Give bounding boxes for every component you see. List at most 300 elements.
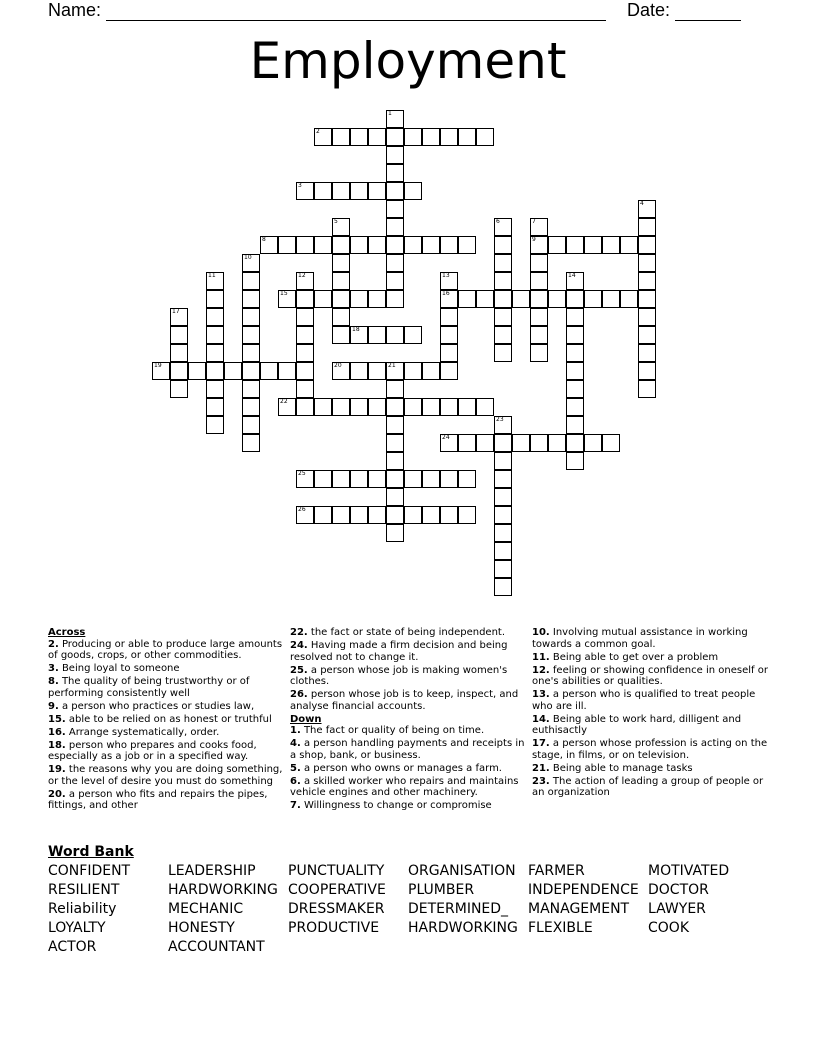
grid-cell[interactable]	[566, 308, 584, 326]
grid-cell[interactable]	[332, 272, 350, 290]
grid-cell[interactable]	[422, 128, 440, 146]
grid-cell[interactable]	[530, 344, 548, 362]
word-bank-item: PUNCTUALITY	[288, 863, 385, 879]
grid-cell[interactable]	[494, 488, 512, 506]
clue-number: 13	[442, 272, 450, 279]
grid-cell[interactable]	[206, 398, 224, 416]
grid-cell[interactable]	[602, 236, 620, 254]
grid-cell[interactable]	[296, 344, 314, 362]
word-bank-item: RESILIENT	[48, 882, 120, 898]
grid-cell[interactable]	[584, 290, 602, 308]
grid-cell[interactable]	[566, 380, 584, 398]
clues-column-1	[48, 627, 284, 813]
clue-item	[532, 652, 768, 664]
grid-cell[interactable]	[386, 164, 404, 182]
grid-cell[interactable]	[458, 398, 476, 416]
clue-item-number: 13.	[532, 689, 550, 700]
grid-cell[interactable]	[350, 290, 368, 308]
grid-cell[interactable]	[296, 398, 314, 416]
grid-cell[interactable]	[458, 236, 476, 254]
grid-cell[interactable]	[638, 344, 656, 362]
clue-item-text: able to be relied on as honest or truthful	[65, 713, 272, 725]
grid-cell[interactable]	[494, 254, 512, 272]
word-bank	[48, 862, 788, 957]
grid-cell[interactable]	[260, 236, 278, 254]
grid-cell[interactable]	[332, 254, 350, 272]
grid-cell[interactable]	[170, 308, 188, 326]
grid-cell[interactable]	[458, 506, 476, 524]
grid-cell[interactable]	[584, 434, 602, 452]
grid-cell[interactable]	[476, 434, 494, 452]
grid-cell[interactable]	[296, 182, 314, 200]
grid-cell[interactable]	[386, 524, 404, 542]
grid-cell[interactable]	[188, 362, 206, 380]
grid-cell[interactable]	[404, 362, 422, 380]
grid-cell[interactable]	[440, 470, 458, 488]
grid-cell[interactable]	[530, 326, 548, 344]
grid-cell[interactable]	[494, 524, 512, 542]
word-bank-title: Word Bank	[48, 844, 134, 860]
grid-cell[interactable]	[566, 236, 584, 254]
grid-cell[interactable]	[404, 506, 422, 524]
grid-cell[interactable]	[350, 470, 368, 488]
grid-cell[interactable]	[296, 506, 314, 524]
clue-item-text: a person who practices or studies law,	[58, 700, 255, 712]
grid-cell[interactable]	[386, 236, 404, 254]
grid-cell[interactable]	[332, 218, 350, 236]
grid-cell[interactable]	[386, 254, 404, 272]
grid-cell[interactable]	[494, 578, 512, 596]
grid-cell[interactable]	[332, 398, 350, 416]
clue-number: 11	[208, 272, 216, 279]
clue-number: 20	[334, 362, 342, 369]
grid-cell[interactable]	[548, 434, 566, 452]
clue-item-number: 5.	[290, 762, 301, 774]
grid-cell[interactable]	[332, 290, 350, 308]
grid-cell[interactable]	[566, 398, 584, 416]
word-bank-item: COOPERATIVE	[288, 882, 386, 898]
grid-cell[interactable]	[206, 362, 224, 380]
grid-cell[interactable]	[242, 254, 260, 272]
grid-cell[interactable]	[386, 272, 404, 290]
grid-cell[interactable]	[368, 290, 386, 308]
grid-cell[interactable]	[332, 308, 350, 326]
clue-item	[48, 639, 284, 662]
clue-item	[290, 689, 526, 712]
grid-cell[interactable]	[530, 218, 548, 236]
grid-cell[interactable]	[440, 344, 458, 362]
clue-item	[532, 665, 768, 688]
grid-cell[interactable]	[422, 236, 440, 254]
clue-item-text: Arrange systematically, order.	[65, 726, 220, 738]
grid-cell[interactable]	[440, 398, 458, 416]
grid-cell[interactable]	[386, 452, 404, 470]
grid-cell[interactable]	[530, 290, 548, 308]
grid-cell[interactable]	[350, 182, 368, 200]
word-bank-item: MECHANIC	[168, 901, 244, 917]
grid-cell[interactable]	[296, 290, 314, 308]
grid-cell[interactable]	[260, 362, 278, 380]
grid-cell[interactable]	[386, 290, 404, 308]
grid-cell[interactable]	[458, 128, 476, 146]
grid-cell[interactable]	[296, 326, 314, 344]
grid-cell[interactable]	[386, 434, 404, 452]
across-clues-list	[48, 639, 284, 812]
grid-cell[interactable]	[422, 470, 440, 488]
grid-cell[interactable]	[530, 254, 548, 272]
grid-cell[interactable]	[440, 506, 458, 524]
grid-cell[interactable]	[314, 128, 332, 146]
grid-cell[interactable]	[566, 326, 584, 344]
grid-cell[interactable]	[548, 290, 566, 308]
clue-item-number: 20.	[48, 788, 66, 800]
grid-cell[interactable]	[404, 236, 422, 254]
grid-cell[interactable]	[422, 506, 440, 524]
grid-cell[interactable]	[494, 506, 512, 524]
word-bank-item: FLEXIBLE	[528, 920, 593, 936]
grid-cell[interactable]	[332, 182, 350, 200]
grid-cell[interactable]	[314, 182, 332, 200]
grid-cell[interactable]	[458, 434, 476, 452]
grid-cell[interactable]	[206, 272, 224, 290]
clue-number: 7	[532, 218, 536, 225]
word-bank-item: ACCOUNTANT	[168, 939, 265, 955]
grid-cell[interactable]	[350, 128, 368, 146]
date-label: Date:	[627, 0, 671, 20]
grid-cell[interactable]	[602, 290, 620, 308]
grid-cell[interactable]	[242, 362, 260, 380]
grid-cell[interactable]	[386, 218, 404, 236]
grid-cell[interactable]	[350, 362, 368, 380]
grid-cell[interactable]	[206, 416, 224, 434]
grid-cell[interactable]	[206, 308, 224, 326]
grid-cell[interactable]	[386, 146, 404, 164]
grid-cell[interactable]	[440, 128, 458, 146]
word-bank-item: INDEPENDENCE	[528, 882, 639, 898]
grid-cell[interactable]	[170, 344, 188, 362]
word-bank-item: COOK	[648, 920, 689, 936]
grid-cell[interactable]	[440, 362, 458, 380]
name-label: Name:	[48, 0, 102, 20]
grid-cell[interactable]	[368, 398, 386, 416]
grid-cell[interactable]	[512, 290, 530, 308]
grid-cell[interactable]	[440, 290, 458, 308]
grid-cell[interactable]	[440, 308, 458, 326]
grid-cell[interactable]	[368, 182, 386, 200]
grid-cell[interactable]	[566, 344, 584, 362]
grid-cell[interactable]	[386, 326, 404, 344]
down-heading: Down	[290, 713, 322, 725]
clue-item-number: 15.	[48, 713, 66, 725]
grid-cell[interactable]	[314, 506, 332, 524]
clue-item-number: 4.	[290, 738, 301, 749]
grid-cell[interactable]	[278, 236, 296, 254]
grid-cell[interactable]	[620, 290, 638, 308]
grid-cell[interactable]	[386, 128, 404, 146]
grid-cell[interactable]	[404, 326, 422, 344]
clue-item	[48, 701, 284, 713]
clue-number: 9	[532, 236, 536, 243]
grid-cell[interactable]	[404, 470, 422, 488]
grid-cell[interactable]	[332, 128, 350, 146]
grid-cell[interactable]	[494, 236, 512, 254]
clue-item	[290, 763, 526, 775]
grid-cell[interactable]	[494, 344, 512, 362]
grid-cell[interactable]	[332, 506, 350, 524]
word-bank-item: HARDWORKING	[408, 920, 518, 936]
word-bank-item: FARMER	[528, 863, 585, 879]
clue-item-text: Producing or able to produce large amounts of goods, crops, or other commodities.	[48, 638, 283, 661]
clue-item-number: 6.	[290, 775, 301, 787]
grid-cell[interactable]	[458, 470, 476, 488]
grid-cell[interactable]	[620, 236, 638, 254]
word-bank-item: DETERMINED_	[408, 901, 509, 917]
clue-item-text: Being able to get over a problem	[549, 651, 719, 663]
grid-cell[interactable]	[494, 416, 512, 434]
grid-cell[interactable]	[494, 560, 512, 578]
grid-cell[interactable]	[332, 236, 350, 254]
grid-cell[interactable]	[278, 398, 296, 416]
grid-cell[interactable]	[476, 290, 494, 308]
clue-item-text: a person who owns or manages a farm.	[300, 762, 502, 774]
clue-item-text: a skilled worker who repairs and maintains vehicle engines and other machinery.	[290, 775, 519, 798]
clue-item-number: 7.	[290, 800, 301, 811]
grid-cell[interactable]	[368, 470, 386, 488]
grid-cell[interactable]	[386, 182, 404, 200]
grid-cell[interactable]	[494, 272, 512, 290]
grid-cell[interactable]	[494, 290, 512, 308]
grid-cell[interactable]	[206, 344, 224, 362]
clue-item-number: 2.	[48, 638, 59, 650]
grid-cell[interactable]	[440, 272, 458, 290]
clue-item	[48, 727, 284, 739]
grid-cell[interactable]	[530, 434, 548, 452]
clue-item	[48, 663, 284, 675]
grid-cell[interactable]	[350, 506, 368, 524]
grid-cell[interactable]	[368, 506, 386, 524]
clue-number: 19	[154, 362, 162, 369]
clue-item-number: 21.	[532, 762, 550, 774]
grid-cell[interactable]	[548, 236, 566, 254]
clue-number: 6	[496, 218, 500, 225]
grid-cell[interactable]	[314, 236, 332, 254]
grid-cell[interactable]	[638, 308, 656, 326]
grid-cell[interactable]	[494, 542, 512, 560]
grid-cell[interactable]	[296, 236, 314, 254]
grid-cell[interactable]	[440, 434, 458, 452]
grid-cell[interactable]	[494, 470, 512, 488]
word-bank-item: CONFIDENT	[48, 863, 131, 879]
grid-cell[interactable]	[206, 326, 224, 344]
grid-cell[interactable]	[350, 236, 368, 254]
grid-cell[interactable]	[494, 326, 512, 344]
grid-cell[interactable]	[638, 380, 656, 398]
grid-cell[interactable]	[278, 362, 296, 380]
word-bank-item: MANAGEMENT	[528, 901, 630, 917]
grid-cell[interactable]	[422, 362, 440, 380]
clue-item	[532, 738, 768, 761]
grid-cell[interactable]	[368, 362, 386, 380]
grid-cell[interactable]	[494, 452, 512, 470]
grid-cell[interactable]	[350, 398, 368, 416]
grid-cell[interactable]	[314, 398, 332, 416]
grid-cell[interactable]	[152, 362, 170, 380]
grid-cell[interactable]	[368, 128, 386, 146]
clue-item-text: Willingness to change or compromise	[300, 800, 492, 811]
grid-cell[interactable]	[296, 362, 314, 380]
grid-cell[interactable]	[386, 506, 404, 524]
grid-cell[interactable]	[386, 362, 404, 380]
clue-item-text: the reasons why you are doing something, or the level of desire you must do something	[48, 764, 283, 787]
grid-cell[interactable]	[566, 290, 584, 308]
grid-cell[interactable]	[386, 488, 404, 506]
clue-item-text: Being loyal to someone	[58, 663, 180, 674]
clue-item	[290, 776, 526, 799]
grid-cell[interactable]	[440, 326, 458, 344]
grid-cell[interactable]	[332, 326, 350, 344]
grid-cell[interactable]	[242, 344, 260, 362]
grid-cell[interactable]	[566, 272, 584, 290]
grid-cell[interactable]	[170, 362, 188, 380]
grid-cell[interactable]	[242, 272, 260, 290]
grid-cell[interactable]	[242, 434, 260, 452]
grid-cell[interactable]	[530, 236, 548, 254]
clue-item-text: person whose job is to keep, inspect, and analyse financial accounts.	[290, 689, 519, 712]
grid-cell[interactable]	[404, 182, 422, 200]
clue-item	[48, 789, 284, 812]
clue-item-number: 26.	[290, 689, 308, 700]
grid-cell[interactable]	[512, 434, 530, 452]
grid-cell[interactable]	[242, 416, 260, 434]
grid-cell[interactable]	[350, 326, 368, 344]
grid-cell[interactable]	[386, 416, 404, 434]
grid-cell[interactable]	[206, 380, 224, 398]
clue-item-text: feeling or showing confidence in oneself or one's abilities or qualities.	[532, 664, 768, 687]
grid-cell[interactable]	[638, 236, 656, 254]
grid-cell[interactable]	[584, 236, 602, 254]
clue-item-text: The quality of being trustworthy or of performing consistently well	[48, 676, 250, 699]
grid-cell[interactable]	[368, 326, 386, 344]
grid-cell[interactable]	[566, 362, 584, 380]
clue-item	[290, 640, 526, 663]
grid-cell[interactable]	[224, 362, 242, 380]
grid-cell[interactable]	[530, 272, 548, 290]
down-clues-list	[290, 725, 526, 812]
grid-cell[interactable]	[242, 398, 260, 416]
grid-cell[interactable]	[476, 128, 494, 146]
grid-cell[interactable]	[386, 470, 404, 488]
grid-cell[interactable]	[170, 380, 188, 398]
grid-cell[interactable]	[404, 128, 422, 146]
grid-cell[interactable]	[368, 236, 386, 254]
clue-item-number: 16.	[48, 726, 66, 738]
grid-cell[interactable]	[296, 380, 314, 398]
clue-number: 26	[298, 506, 306, 513]
grid-cell[interactable]	[296, 470, 314, 488]
grid-cell[interactable]	[566, 452, 584, 470]
clue-item-number: 22.	[290, 627, 308, 638]
clue-number: 15	[280, 290, 288, 297]
grid-cell[interactable]	[566, 434, 584, 452]
clues-column-2	[290, 627, 526, 813]
word-bank-item: PLUMBER	[408, 882, 475, 898]
grid-cell[interactable]	[638, 362, 656, 380]
grid-cell[interactable]	[386, 398, 404, 416]
clue-number: 25	[298, 470, 306, 477]
clue-number: 17	[172, 308, 180, 315]
grid-cell[interactable]	[638, 200, 656, 218]
clue-item	[532, 689, 768, 712]
grid-cell[interactable]	[386, 110, 404, 128]
grid-cell[interactable]	[296, 272, 314, 290]
clue-item	[290, 665, 526, 688]
clue-number: 21	[388, 362, 396, 369]
grid-cell[interactable]	[332, 470, 350, 488]
grid-cell[interactable]	[386, 200, 404, 218]
grid-cell[interactable]	[242, 290, 260, 308]
grid-cell[interactable]	[242, 326, 260, 344]
clue-item-text: a person who is qualified to treat people who are ill.	[532, 689, 756, 712]
grid-cell[interactable]	[242, 308, 260, 326]
grid-cell[interactable]	[206, 290, 224, 308]
grid-cell[interactable]	[638, 272, 656, 290]
word-bank-item: ORGANISATION	[408, 863, 516, 879]
grid-cell[interactable]	[314, 470, 332, 488]
grid-cell[interactable]	[278, 290, 296, 308]
clue-item	[48, 676, 284, 699]
grid-cell[interactable]	[296, 308, 314, 326]
grid-cell[interactable]	[638, 254, 656, 272]
clue-number: 8	[262, 236, 266, 243]
grid-cell[interactable]	[494, 308, 512, 326]
word-bank-item: ACTOR	[48, 939, 97, 955]
grid-cell[interactable]	[404, 398, 422, 416]
grid-cell[interactable]	[332, 362, 350, 380]
grid-cell[interactable]	[314, 290, 332, 308]
clue-item-number: 19.	[48, 764, 66, 775]
grid-cell[interactable]	[494, 218, 512, 236]
clue-item-number: 24.	[290, 640, 308, 651]
grid-cell[interactable]	[566, 416, 584, 434]
grid-cell[interactable]	[638, 218, 656, 236]
grid-cell[interactable]	[458, 290, 476, 308]
grid-cell[interactable]	[170, 326, 188, 344]
clue-item-text: Involving mutual assistance in working towards a common goal.	[532, 627, 748, 650]
word-bank-item: DOCTOR	[648, 882, 709, 898]
grid-cell[interactable]	[386, 380, 404, 398]
grid-cell[interactable]	[422, 398, 440, 416]
word-bank-item: DRESSMAKER	[288, 901, 385, 917]
across-heading: Across	[48, 627, 86, 638]
clue-item-number: 17.	[532, 738, 550, 749]
clue-item-text: a person handling payments and receipts in a shop, bank, or business.	[290, 738, 525, 761]
clue-item	[290, 800, 526, 812]
clue-item	[48, 764, 284, 787]
grid-cell[interactable]	[242, 380, 260, 398]
grid-cell[interactable]	[638, 290, 656, 308]
clue-number: 5	[334, 218, 338, 225]
grid-cell[interactable]	[602, 434, 620, 452]
clue-item-text: The fact or quality of being on time.	[300, 725, 485, 736]
grid-cell[interactable]	[494, 434, 512, 452]
grid-cell[interactable]	[440, 236, 458, 254]
grid-cell[interactable]	[530, 308, 548, 326]
grid-cell[interactable]	[476, 398, 494, 416]
clue-item-number: 3.	[48, 663, 59, 674]
clue-number: 18	[352, 326, 360, 333]
grid-cell[interactable]	[638, 326, 656, 344]
word-bank-item: Reliability	[48, 901, 117, 917]
